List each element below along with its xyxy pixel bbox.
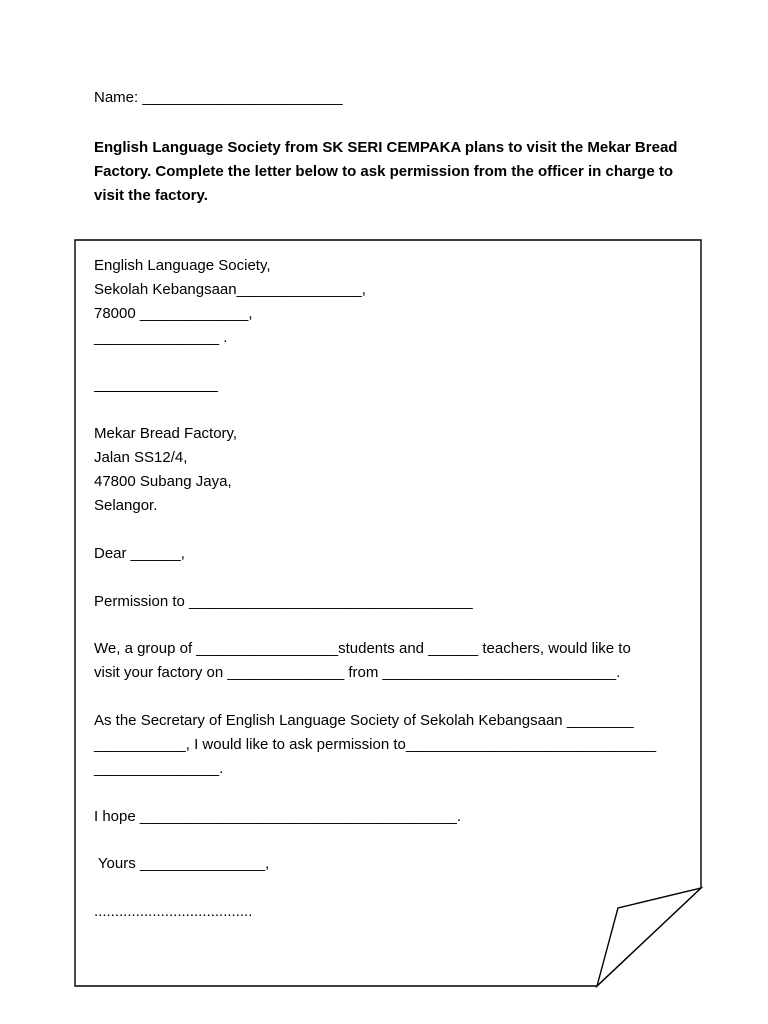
instructions-text: English Language Society from SK SERI CEMPAKA plans to visit the Mekar Bread Factory. Complete the letter below to ask permission from the officer in charge to visit the factory. [94,139,678,204]
sender-address-line-1: English Language Society, [94,257,271,274]
recipient-address-line-2: Jalan SS12/4, [94,449,188,466]
date-blank-line [94,391,218,392]
closing-hope-line: I hope ______________________________________. [94,808,462,825]
sender-address-line-4: _______________ . [94,329,228,346]
signature-dotted-line: ...................................... [94,903,253,920]
body-paragraph-1-line-2: visit your factory on ______________ from ____________________________. [94,664,621,681]
subject-line: Permission to __________________________________ [94,593,473,610]
sender-address-line-3: 78000 _____________, [94,305,253,322]
recipient-address-line-4: Selangor. [94,497,158,514]
body-paragraph-1-line-1: We, a group of _________________students and ______ teachers, would like to [94,640,631,657]
sender-address-line-2: Sekolah Kebangsaan_______________, [94,281,366,298]
salutation-line: Dear ______, [94,545,185,562]
sign-off-line: Yours _______________, [94,855,270,872]
recipient-address-line-3: 47800 Subang Jaya, [94,473,232,490]
recipient-address-line-1: Mekar Bread Factory, [94,425,238,442]
body-paragraph-2-line-3: _______________. [94,760,224,777]
body-paragraph-2-line-1: As the Secretary of English Language Society of Sekolah Kebangsaan ________ [94,712,634,729]
body-paragraph-2-line-2: ___________, I would like to ask permission to______________________________ [94,736,657,753]
name-field-label: Name: ________________________ [94,89,343,106]
